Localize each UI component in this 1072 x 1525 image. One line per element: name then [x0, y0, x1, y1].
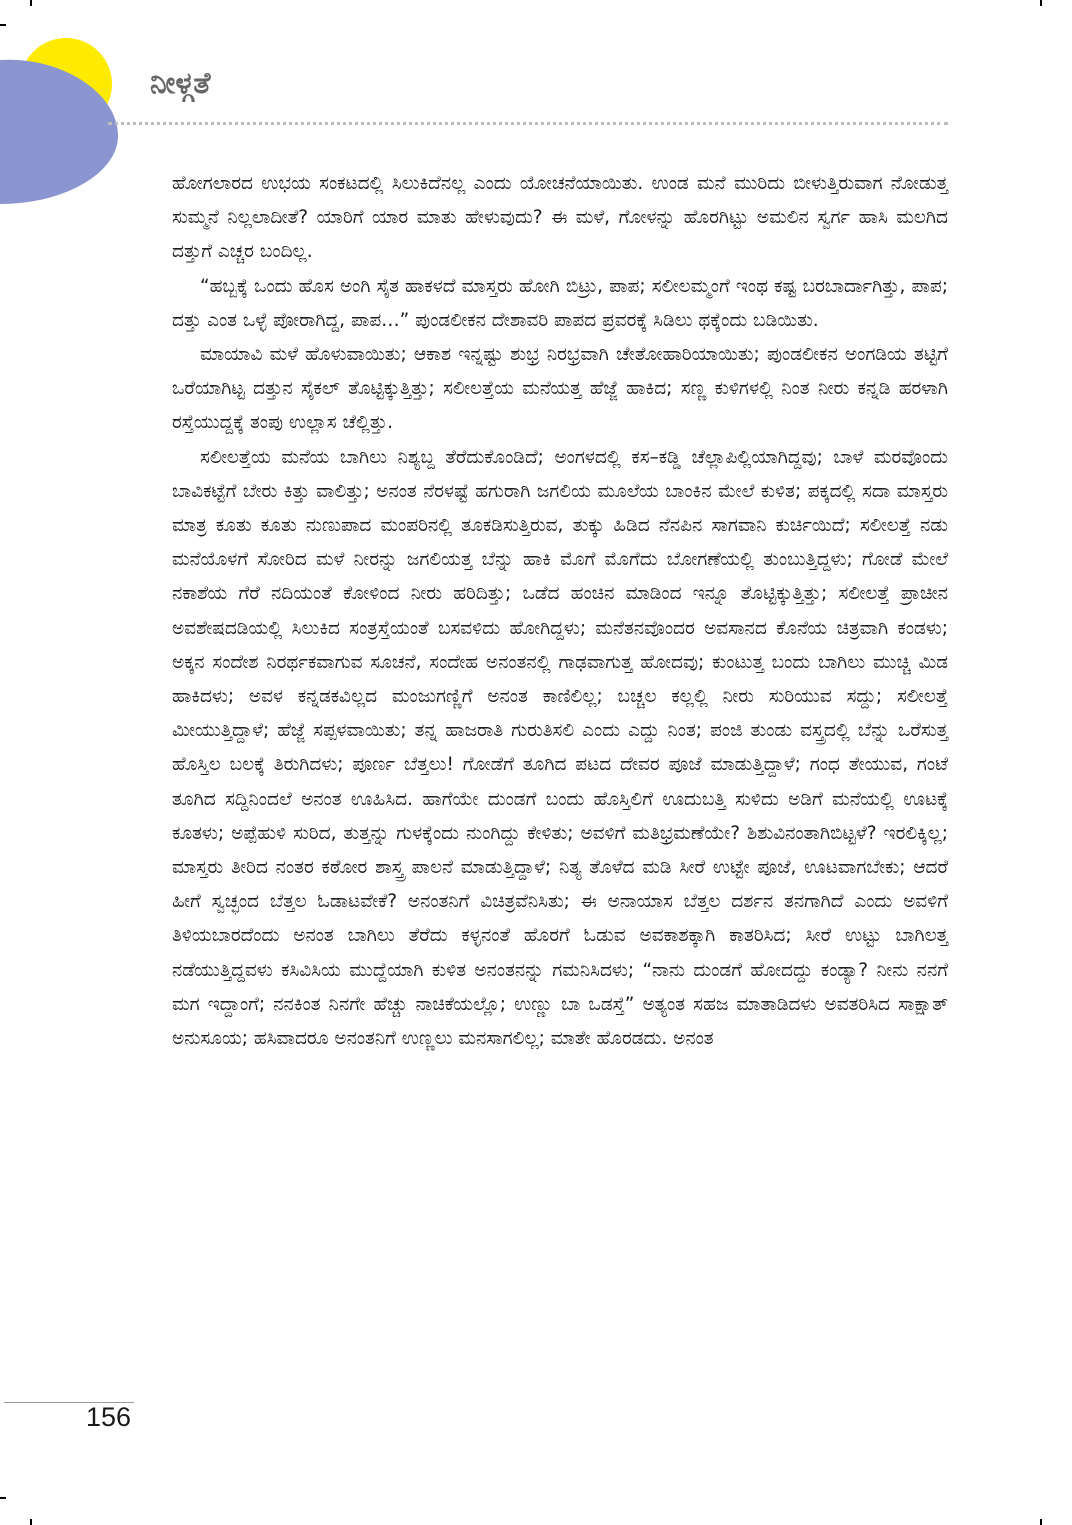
body-text [172, 167, 948, 1056]
crop-mark-left-bottom [0, 1497, 6, 1499]
page-number: 156 [86, 1402, 132, 1432]
crop-mark-bottom-right [1040, 1519, 1042, 1525]
header-dotted-rule [108, 122, 948, 125]
paragraph-3: ಮಾಯಾವಿ ಮಳೆ ಹೊಳುವಾಯಿತು; ಆಕಾಶ ಇನ್ನಷ್ಟು ಶುಭ್ರ ನಿರಭ್ರವಾಗಿ ಚೇತೋಹಾರಿಯಾಯಿತು; ಪುಂಡಲೀಕನ ಅಂಗಡಿಯ ತಟ್ಟಿಗೆ ಒರೆಯಾಗಿಟ್ಟ ದತ್ತುನ ಸೈಕಲ್ ತೊಟ್ಟಿಕ್ಕುತ್ತಿತ್ತು; ಸಲೀಲತ್ತೆಯ ಮನೆಯತ್ತ ಹೆಜ್ಜೆ ಹಾಕಿದ; ಸಣ್ಣ ಕುಳಿಗಳಲ್ಲಿ ನಿಂತ ನೀರು ಕನ್ನಡಿ ಹರಳಾಗಿ ರಸ್ತೆಯುದ್ದಕ್ಕೆ ತಂಪು ಉಲ್ಲಾಸ ಚೆಲ್ಲಿತ್ತು. [172, 344, 948, 434]
paragraph-2: “ಹಬ್ಬಕ್ಕೆ ಒಂದು ಹೊಸ ಅಂಗಿ ಸೈತ ಹಾಕಳದೆ ಮಾಸ್ತರು ಹೋಗಿ ಬಿಟ್ರು, ಪಾಪ; ಸಲೀಲಮ್ಮಂಗೆ ಇಂಥ ಕಷ್ಟ ಬರಬಾರ್ದಾಗಿತ್ತು, ಪಾಪ; ದತ್ತು ಎಂತ ಒಳ್ಳೆ ಪೋರಾಗಿದ್ದ, ಪಾಪ…” ಪುಂಡಲೀಕನ ದೇಶಾವರಿ ಪಾಪದ ಪ್ರವರಕ್ಕೆ ಸಿಡಿಲು ಥಕ್ಕೆಂದು ಬಡಿಯಿತು. [172, 275, 948, 331]
crop-mark-top-left [30, 0, 32, 6]
paragraph-1: ಹೋಗಲಾರದ ಉಭಯ ಸಂಕಟದಲ್ಲಿ ಸಿಲುಕಿದೆನಲ್ಲ ಎಂದು ಯೋಚನೆಯಾಯಿತು. ಉಂಡ ಮನೆ ಮುರಿದು ಬೀಳುತ್ತಿರುವಾಗ ನೋಡುತ್ತ ಸುಮ್ಮನೆ ನಿಲ್ಲಲಾದೀತೆ? ಯಾರಿಗೆ ಯಾರ ಮಾತು ಹೇಳುವುದು? ಈ ಮಳೆ, ಗೋಳನ್ನು ಹೊರಗಿಟ್ಟು ಅಮಲಿನ ಸ್ವರ್ಗ ಹಾಸಿ ಮಲಗಿದ ದತ್ತುಗೆ ಎಚ್ಚರ ಬಂದಿಲ್ಲ. [172, 173, 948, 263]
crop-mark-top-right [1040, 0, 1042, 6]
crop-mark-left-top [0, 24, 6, 26]
corner-decoration [0, 0, 140, 220]
running-header-title: ನೀಳ್ಗತೆ [150, 66, 211, 101]
crop-mark-bottom-left [30, 1519, 32, 1525]
paragraph-4: ಸಲೀಲತ್ತೆಯ ಮನೆಯ ಬಾಗಿಲು ನಿಶ್ಯಬ್ದ ತೆರೆದುಕೊಂಡಿದೆ; ಅಂಗಳದಲ್ಲಿ ಕಸ–ಕಡ್ಡಿ ಚೆಲ್ಲಾಪಿಲ್ಲಿಯಾಗಿದ್ದವು; ಬಾಳೆ ಮರವೊಂದು ಬಾವಿಕಟ್ಟೆಗೆ ಬೇರು ಕಿತ್ತು ವಾಲಿತ್ತು; ಅನಂತ ನೆರಳಷ್ಟೆ ಹಗುರಾಗಿ ಜಗಲಿಯ ಮೂಲೆಯ ಬಾಂಕಿನ ಮೇಲೆ ಕುಳಿತ; ಪಕ್ಕದಲ್ಲಿ ಸದಾ ಮಾಸ್ತರು ಮಾತ್ರ ಕೂತು ಕೂತು ನುಣುಪಾದ ಮಂಪರಿನಲ್ಲಿ ತೂಕಡಿಸುತ್ತಿರುವ, ತುಕ್ಕು ಹಿಡಿದ ನೆನಪಿನ ಸಾಗವಾನಿ ಕುರ್ಚಿಯಿದೆ; ಸಲೀಲತ್ತೆ ನಡು ಮನೆಯೊಳಗೆ ಸೋರಿದ ಮಳೆ ನೀರನ್ನು ಜಗಲಿಯತ್ತ ಬೆನ್ನು ಹಾಕಿ ಮೊಗೆ ಮೊಗೆದು ಬೋಗಣೆಯಲ್ಲಿ ತುಂಬುತ್ತಿದ್ದಳು; ಗೋಡೆ ಮೇಲೆ ನಕಾಶೆಯ ಗೆರೆ ನದಿಯಂತೆ ಕೋಳಿಂದ ನೀರು ಹರಿದಿತ್ತು; ಒಡೆದ ಹಂಚಿನ ಮಾಡಿಂದ ಇನ್ನೂ ತೊಟ್ಟಿಕ್ಕುತ್ತಿತ್ತು; ಸಲೀಲತ್ತೆ ಪ್ರಾಚೀನ ಅವಶೇಷದಡಿಯಲ್ಲಿ ಸಿಲುಕಿದ ಸಂತ್ರಸ್ತೆಯಂತೆ ಬಸವಳಿದು ಹೋಗಿದ್ದಳು; ಮನೆತನವೊಂದರ ಅವಸಾನದ ಕೊನೆಯ ಚಿತ್ರವಾಗಿ ಕಂಡಳು; ಅಕ್ಕನ ಸಂದೇಶ ನಿರರ್ಥಕವಾಗುವ ಸೂಚನೆ, ಸಂದೇಹ ಅನಂತನಲ್ಲಿ ಗಾಢವಾಗುತ್ತ ಹೋದವು; ಕುಂಟುತ್ತ ಬಂದು ಬಾಗಿಲು ಮುಚ್ಚಿ ಮಿಡ ಹಾಕಿದಳು; ಅವಳ ಕನ್ನಡಕವಿಲ್ಲದ ಮಂಜುಗಣ್ಣಿಗೆ ಅನಂತ ಕಾಣಿಲಿಲ್ಲ; ಬಚ್ಚಲ ಕಲ್ಲಲ್ಲಿ ನೀರು ಸುರಿಯುವ ಸದ್ದು; ಸಲೀಲತ್ತೆ ಮೀಯುತ್ತಿದ್ದಾಳೆ; ಹೆಜ್ಜೆ ಸಪ್ಪಳವಾಯಿತು; ತನ್ನ ಹಾಜರಾತಿ ಗುರುತಿಸಲಿ ಎಂದು ಎದ್ದು ನಿಂತ; ಪಂಜಿ ತುಂಡು ವಸ್ತ್ರದಲ್ಲಿ ಬೆನ್ನು ಒರೆಸುತ್ತ ಹೊಸ್ತಿಲ ಬಲಕ್ಕೆ ತಿರುಗಿದಳು; ಪೂರ್ಣ ಬೆತ್ತಲು! ಗೋಡೆಗೆ ತೂಗಿದ ಪಟದ ದೇವರ ಪೂಜೆ ಮಾಡುತ್ತಿದ್ದಾಳೆ; ಗಂಧ ತೇಯುವ, ಗಂಟೆ ತೂಗಿದ ಸದ್ದಿನಿಂದಲೆ ಅನಂತ ಊಹಿಸಿದ. ಹಾಗೆಯೇ ದುಂಡಗೆ ಬಂದು ಹೊಸ್ತಿಲಿಗೆ ಊದುಬತ್ತಿ ಸುಳಿದು ಅಡಿಗೆ ಮನೆಯಲ್ಲಿ ಊಟಕ್ಕೆ ಕೂತಳು; ಅಪ್ಪೆಹುಳಿ ಸುರಿದ, ತುತ್ತನ್ನು ಗುಳಕ್ಕೆಂದು ನುಂಗಿದ್ದು ಕೇಳಿತು; ಅವಳಿಗೆ ಮತಿಭ್ರಮಣೆಯೇ? ಶಿಶುವಿನಂತಾಗಿಬಿಟ್ಟಳೆ? ಇರಲಿಕ್ಕಿಲ್ಲ; ಮಾಸ್ತರು ತೀರಿದ ನಂತರ ಕಠೋರ ಶಾಸ್ತ್ರ ಪಾಲನೆ ಮಾಡುತ್ತಿದ್ದಾಳೆ; ನಿತ್ಯ ತೊಳೆದ ಮಡಿ ಸೀರೆ ಉಟ್ಟೇ ಪೂಜೆ, ಊಟವಾಗಬೇಕು; ಆದರೆ ಹೀಗೆ ಸ್ವಚ್ಛಂದ ಬೆತ್ತಲ ಓಡಾಟವೇಕೆ? ಅನಂತನಿಗೆ ವಿಚಿತ್ರವೆನಿಸಿತು; ಈ ಅನಾಯಾಸ ಬೆತ್ತಲ ದರ್ಶನ ತನಗಾಗಿದೆ ಎಂದು ಅವಳಿಗೆ ತಿಳಿಯಬಾರದೆಂದು ಅನಂತ ಬಾಗಿಲು ತೆರೆದು ಕಳ್ಳನಂತೆ ಹೊರಗೆ ಓಡುವ ಅವಕಾಶಕ್ಕಾಗಿ ಕಾತರಿಸಿದ; ಸೀರೆ ಉಟ್ಟು ಬಾಗಿಲತ್ತ ನಡೆಯುತ್ತಿದ್ದವಳು ಕಸಿವಿಸಿಯ ಮುದ್ದೆಯಾಗಿ ಕುಳಿತ ಅನಂತನನ್ನು ಗಮನಿಸಿದಳು; “ನಾನು ದುಂಡಗೆ ಹೋದದ್ದು ಕಂಡ್ಯಾ? ನೀನು ನನಗೆ ಮಗ ಇದ್ದಾಂಗೆ; ನನಕಿಂತ ನಿನಗೇ ಹೆಚ್ಚು ನಾಚಿಕೆಯಲ್ಲೊ; ಉಣ್ಣು ಬಾ ಒಡಸ್ತೆ” ಅತ್ಯಂತ ಸಹಜ ಮಾತಾಡಿದಳು ಅವತರಿಸಿದ ಸಾಕ್ಷಾತ್ ಅನುಸೂಯ; ಹಸಿವಾದರೂ ಅನಂತನಿಗೆ ಉಣ್ಣಲು ಮನಸಾಗಲಿಲ್ಲ; ಮಾತೇ ಹೊರಡದು. ಅನಂತ [172, 446, 948, 1050]
